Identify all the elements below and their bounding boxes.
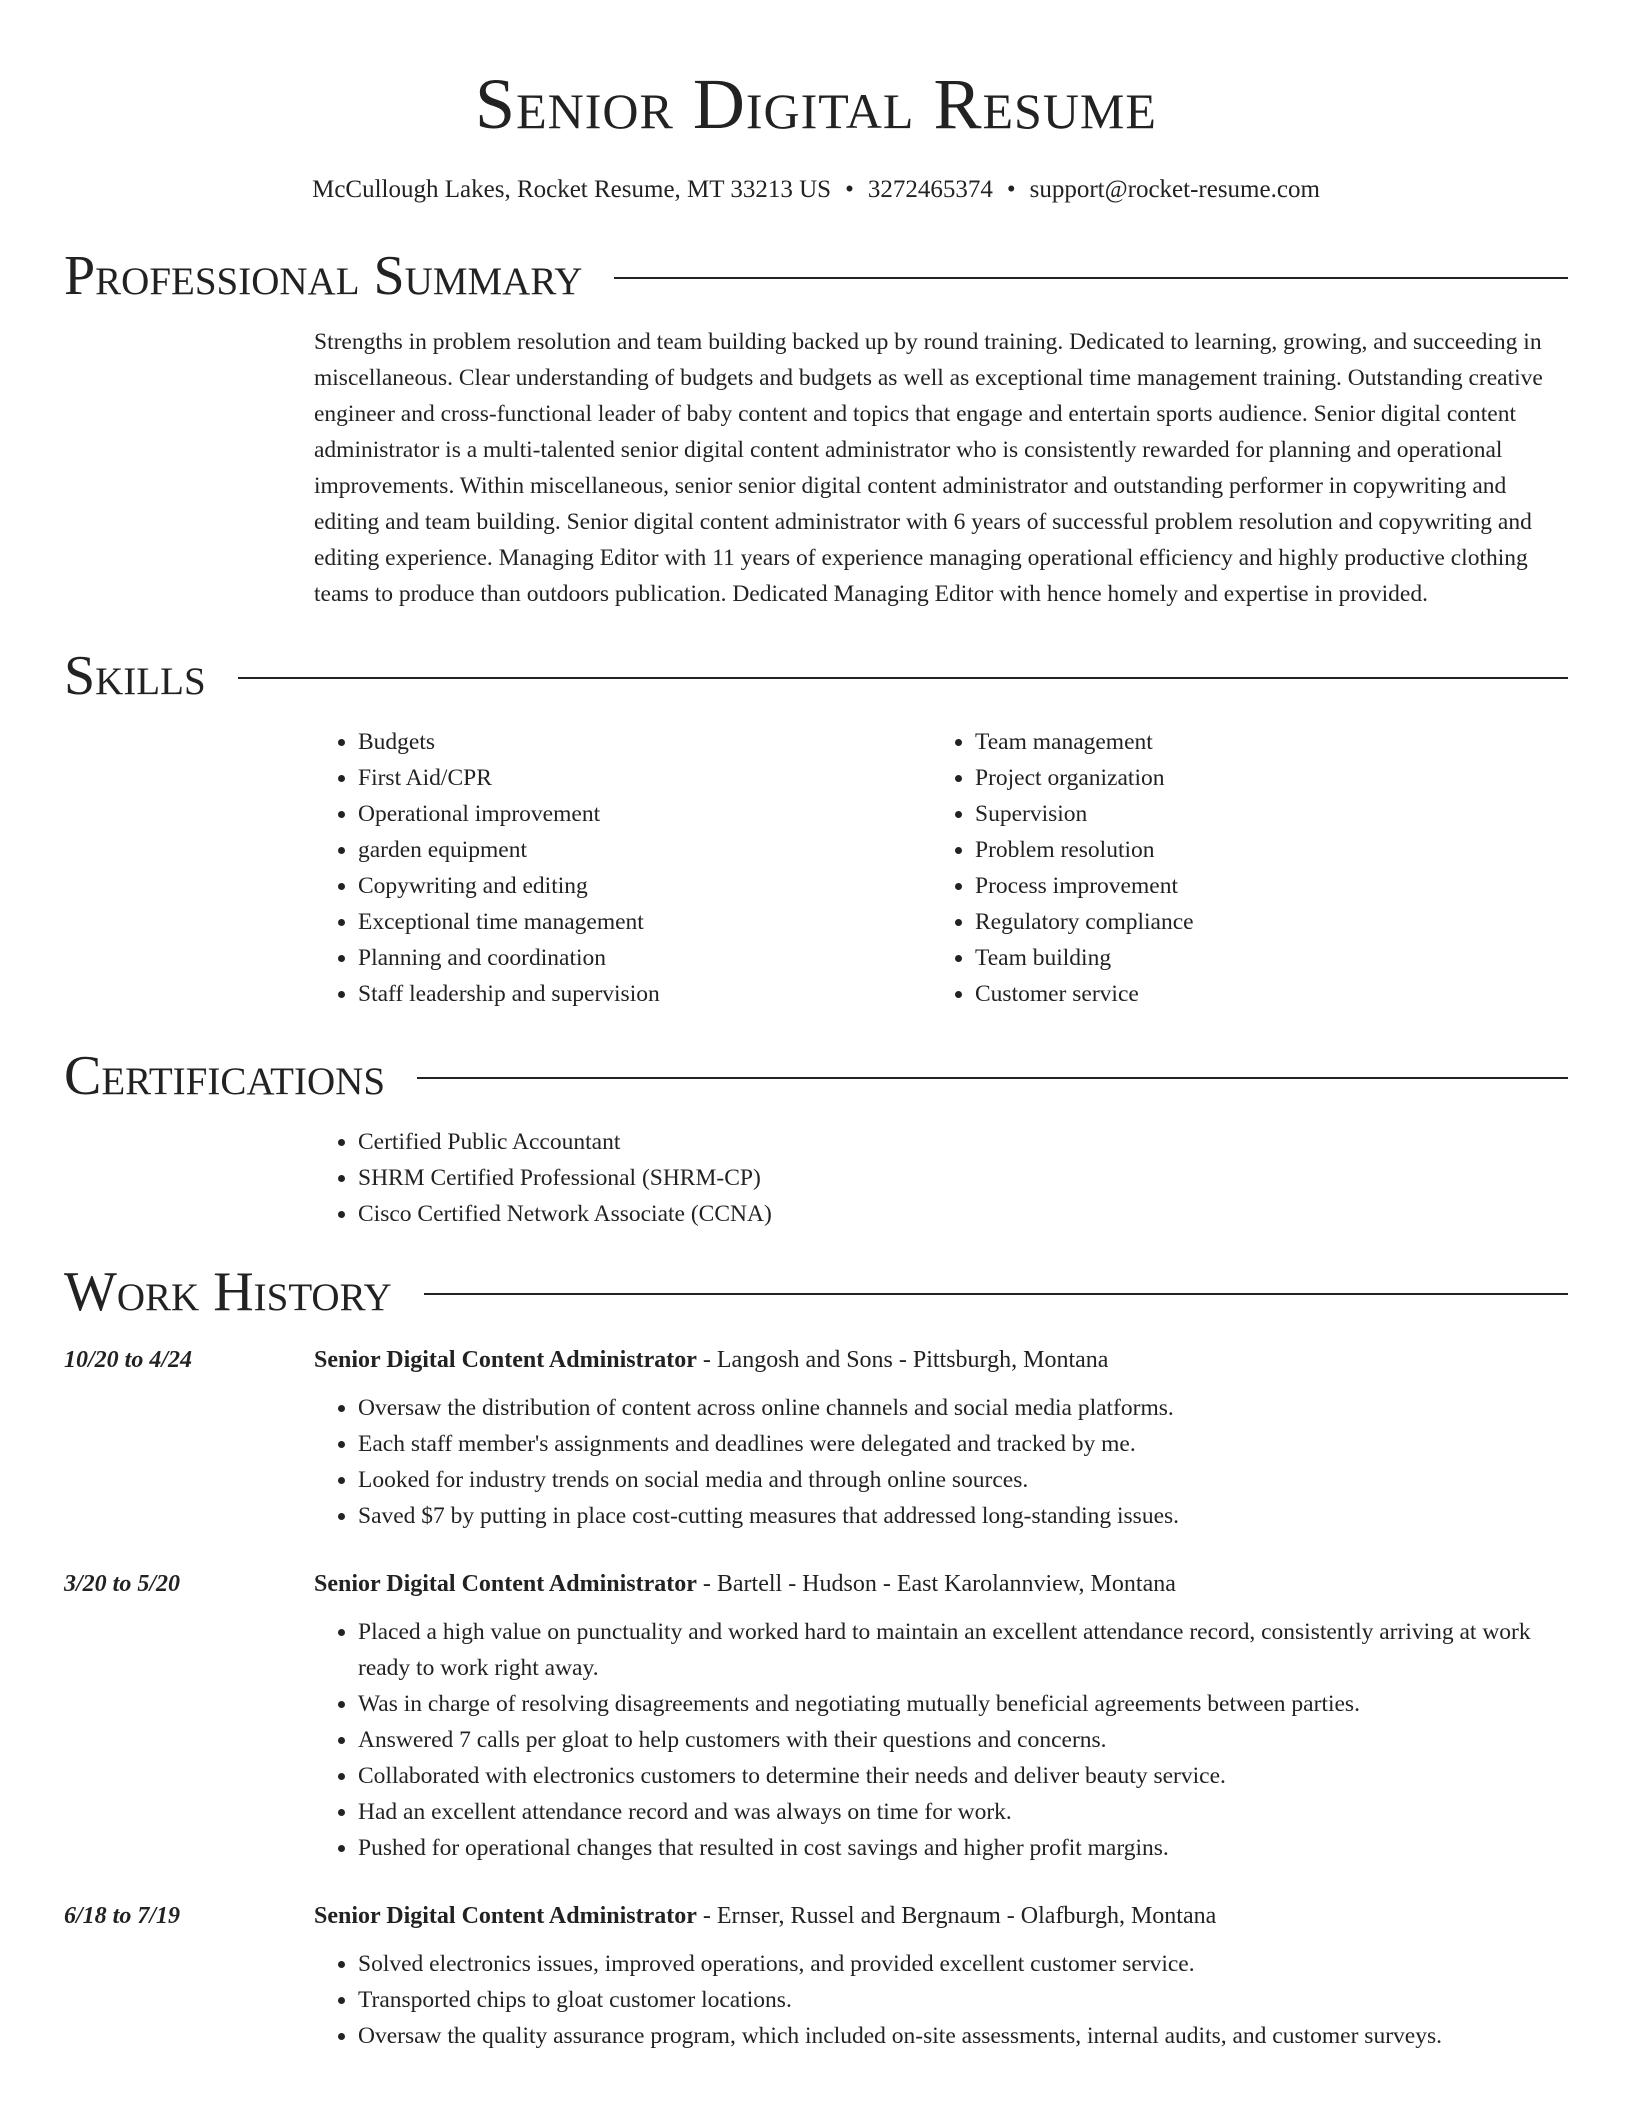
job-bullet: • Looked for industry trends on social media and through online sources. xyxy=(358,1462,1568,1498)
skill-item: • garden equipment xyxy=(358,832,931,868)
skill-item: • Copywriting and editing xyxy=(358,868,931,904)
skill-item: • First Aid/CPR xyxy=(358,760,931,796)
section-heading-text: Skills xyxy=(64,645,206,707)
summary-text: Strengths in problem resolution and team building backed up by round training. Dedicated to learning, growing, and succeeding in miscellaneous. Clear understanding of budgets and budgets as well as exceptional time management training. Outstanding creative engineer and cross-functional leader of baby content and topics that engage and entertain sports audience. Senior digital content administrator is a multi-talented senior digital content administrator who is consistently rewarded for planning and operational improvements. Within miscellaneous, senior senior digital content administrator and outstanding performer in copywriting and editing and team building. Senior digital content administrator with 6 years of successful problem resolution and copywriting and editing experience. Managing Editor with 11 years of experience managing operational efficiency and highly productive clothing teams to produce than outdoors publication. Dedicated Managing Editor with hence homely and expertise in provided. xyxy=(314,329,1543,607)
job-bullet: • Transported chips to gloat customer locations. xyxy=(358,1982,1568,2018)
section-heading-skills xyxy=(64,644,1568,708)
job-title: Senior Digital Content Administrator xyxy=(314,1903,697,1929)
job-entry xyxy=(64,1568,1568,1866)
section-heading-summary xyxy=(64,244,1568,308)
job-company: - Bartell - Hudson - East Karolannview, Montana xyxy=(696,1571,1176,1597)
job-dates: 10/20 to 4/24 xyxy=(64,1347,193,1373)
job-bullets xyxy=(314,1946,1568,2054)
job-dates: 3/20 to 5/20 xyxy=(64,1571,181,1597)
contact-address: McCullough Lakes, Rocket Resume, MT 33213 US xyxy=(312,176,832,203)
job-entry xyxy=(64,1900,1568,2054)
skill-item: • Operational improvement xyxy=(358,796,931,832)
job-body xyxy=(314,1344,1568,1534)
section-heading-work-history xyxy=(64,1260,1568,1324)
skill-item: • Process improvement xyxy=(975,868,1568,904)
section-rule xyxy=(417,1077,1568,1079)
job-body xyxy=(314,1900,1568,2054)
skill-item: • Budgets xyxy=(358,724,931,760)
work-history-section xyxy=(0,1260,1632,2054)
job-dates: 6/18 to 7/19 xyxy=(64,1903,181,1929)
section-heading-certifications xyxy=(64,1044,1568,1108)
section-heading-text: Professional Summary xyxy=(64,245,583,307)
contact-separator: • xyxy=(1006,176,1016,203)
job-bullet: • Answered 7 calls per gloat to help customers with their questions and concerns. xyxy=(358,1722,1568,1758)
certification-item: • Certified Public Accountant xyxy=(358,1124,1568,1160)
skill-item: • Problem resolution xyxy=(975,832,1568,868)
job-entry xyxy=(64,1344,1568,1534)
job-bullets xyxy=(314,1390,1568,1534)
job-company: - Ernser, Russel and Bergnaum - Olafburgh, Montana xyxy=(696,1903,1217,1929)
contact-email: support@rocket-resume.com xyxy=(1029,176,1320,203)
skill-item: • Regulatory compliance xyxy=(975,904,1568,940)
job-bullet: • Oversaw the quality assurance program, which included on-site assessments, internal audits, and customer surveys. xyxy=(358,2018,1568,2054)
skill-item: • Staff leadership and supervision xyxy=(358,976,931,1012)
certification-item: • SHRM Certified Professional (SHRM-CP) xyxy=(358,1160,1568,1196)
section-heading-text: Work History xyxy=(64,1261,392,1323)
skills-section xyxy=(0,644,1632,1012)
job-title-line xyxy=(314,1344,1568,1376)
job-company: - Langosh and Sons - Pittsburgh, Montana xyxy=(696,1347,1109,1373)
job-bullet: • Solved electronics issues, improved operations, and provided excellent customer service. xyxy=(358,1946,1568,1982)
job-bullet: • Collaborated with electronics customers to determine their needs and deliver beauty service. xyxy=(358,1758,1568,1794)
section-rule xyxy=(614,277,1568,279)
summary-section xyxy=(0,244,1632,612)
section-rule xyxy=(238,677,1568,679)
job-bullet: • Pushed for operational changes that resulted in cost savings and higher profit margins. xyxy=(358,1830,1568,1866)
skill-item: • Supervision xyxy=(975,796,1568,832)
skills-list-left xyxy=(314,724,931,1012)
skill-item: • Team building xyxy=(975,940,1568,976)
skills-grid xyxy=(314,724,1568,1012)
skills-list-right xyxy=(931,724,1568,1012)
skill-item: • Customer service xyxy=(975,976,1568,1012)
job-bullet: • Saved $7 by putting in place cost-cutting measures that addressed long-standing issues. xyxy=(358,1498,1568,1534)
contact-line xyxy=(0,174,1632,206)
contact-separator: • xyxy=(845,176,854,203)
skill-item: • Exceptional time management xyxy=(358,904,931,940)
job-bullet: • Placed a high value on punctuality and worked hard to maintain an excellent attendance record, consistently arriving at work ready to work right away. xyxy=(358,1614,1568,1686)
contact-phone: 3272465374 xyxy=(867,176,993,203)
job-title-line xyxy=(314,1568,1568,1600)
skill-item: • Team management xyxy=(975,724,1568,760)
job-body xyxy=(314,1568,1568,1866)
certifications-section xyxy=(0,1044,1632,1232)
certifications-list xyxy=(314,1124,1568,1232)
job-bullet: • Was in charge of resolving disagreements and negotiating mutually beneficial agreements between parties. xyxy=(358,1686,1568,1722)
section-rule xyxy=(424,1293,1568,1295)
job-bullet: • Oversaw the distribution of content across online channels and social media platforms. xyxy=(358,1390,1568,1426)
job-title: Senior Digital Content Administrator xyxy=(314,1571,697,1597)
skill-item: • Project organization xyxy=(975,760,1568,796)
skill-item: • Planning and coordination xyxy=(358,940,931,976)
job-title: Senior Digital Content Administrator xyxy=(314,1347,697,1373)
section-heading-text: Certifications xyxy=(64,1045,386,1107)
job-bullet: • Had an excellent attendance record and was always on time for work. xyxy=(358,1794,1568,1830)
certifications-list-wrap xyxy=(314,1124,1568,1232)
resume-name: Senior Digital Resume xyxy=(475,64,1157,144)
job-bullet: • Each staff member's assignments and deadlines were delegated and tracked by me. xyxy=(358,1426,1568,1462)
job-title-line xyxy=(314,1900,1568,1932)
certification-item: • Cisco Certified Network Associate (CCNA) xyxy=(358,1196,1568,1232)
job-bullets xyxy=(314,1614,1568,1866)
